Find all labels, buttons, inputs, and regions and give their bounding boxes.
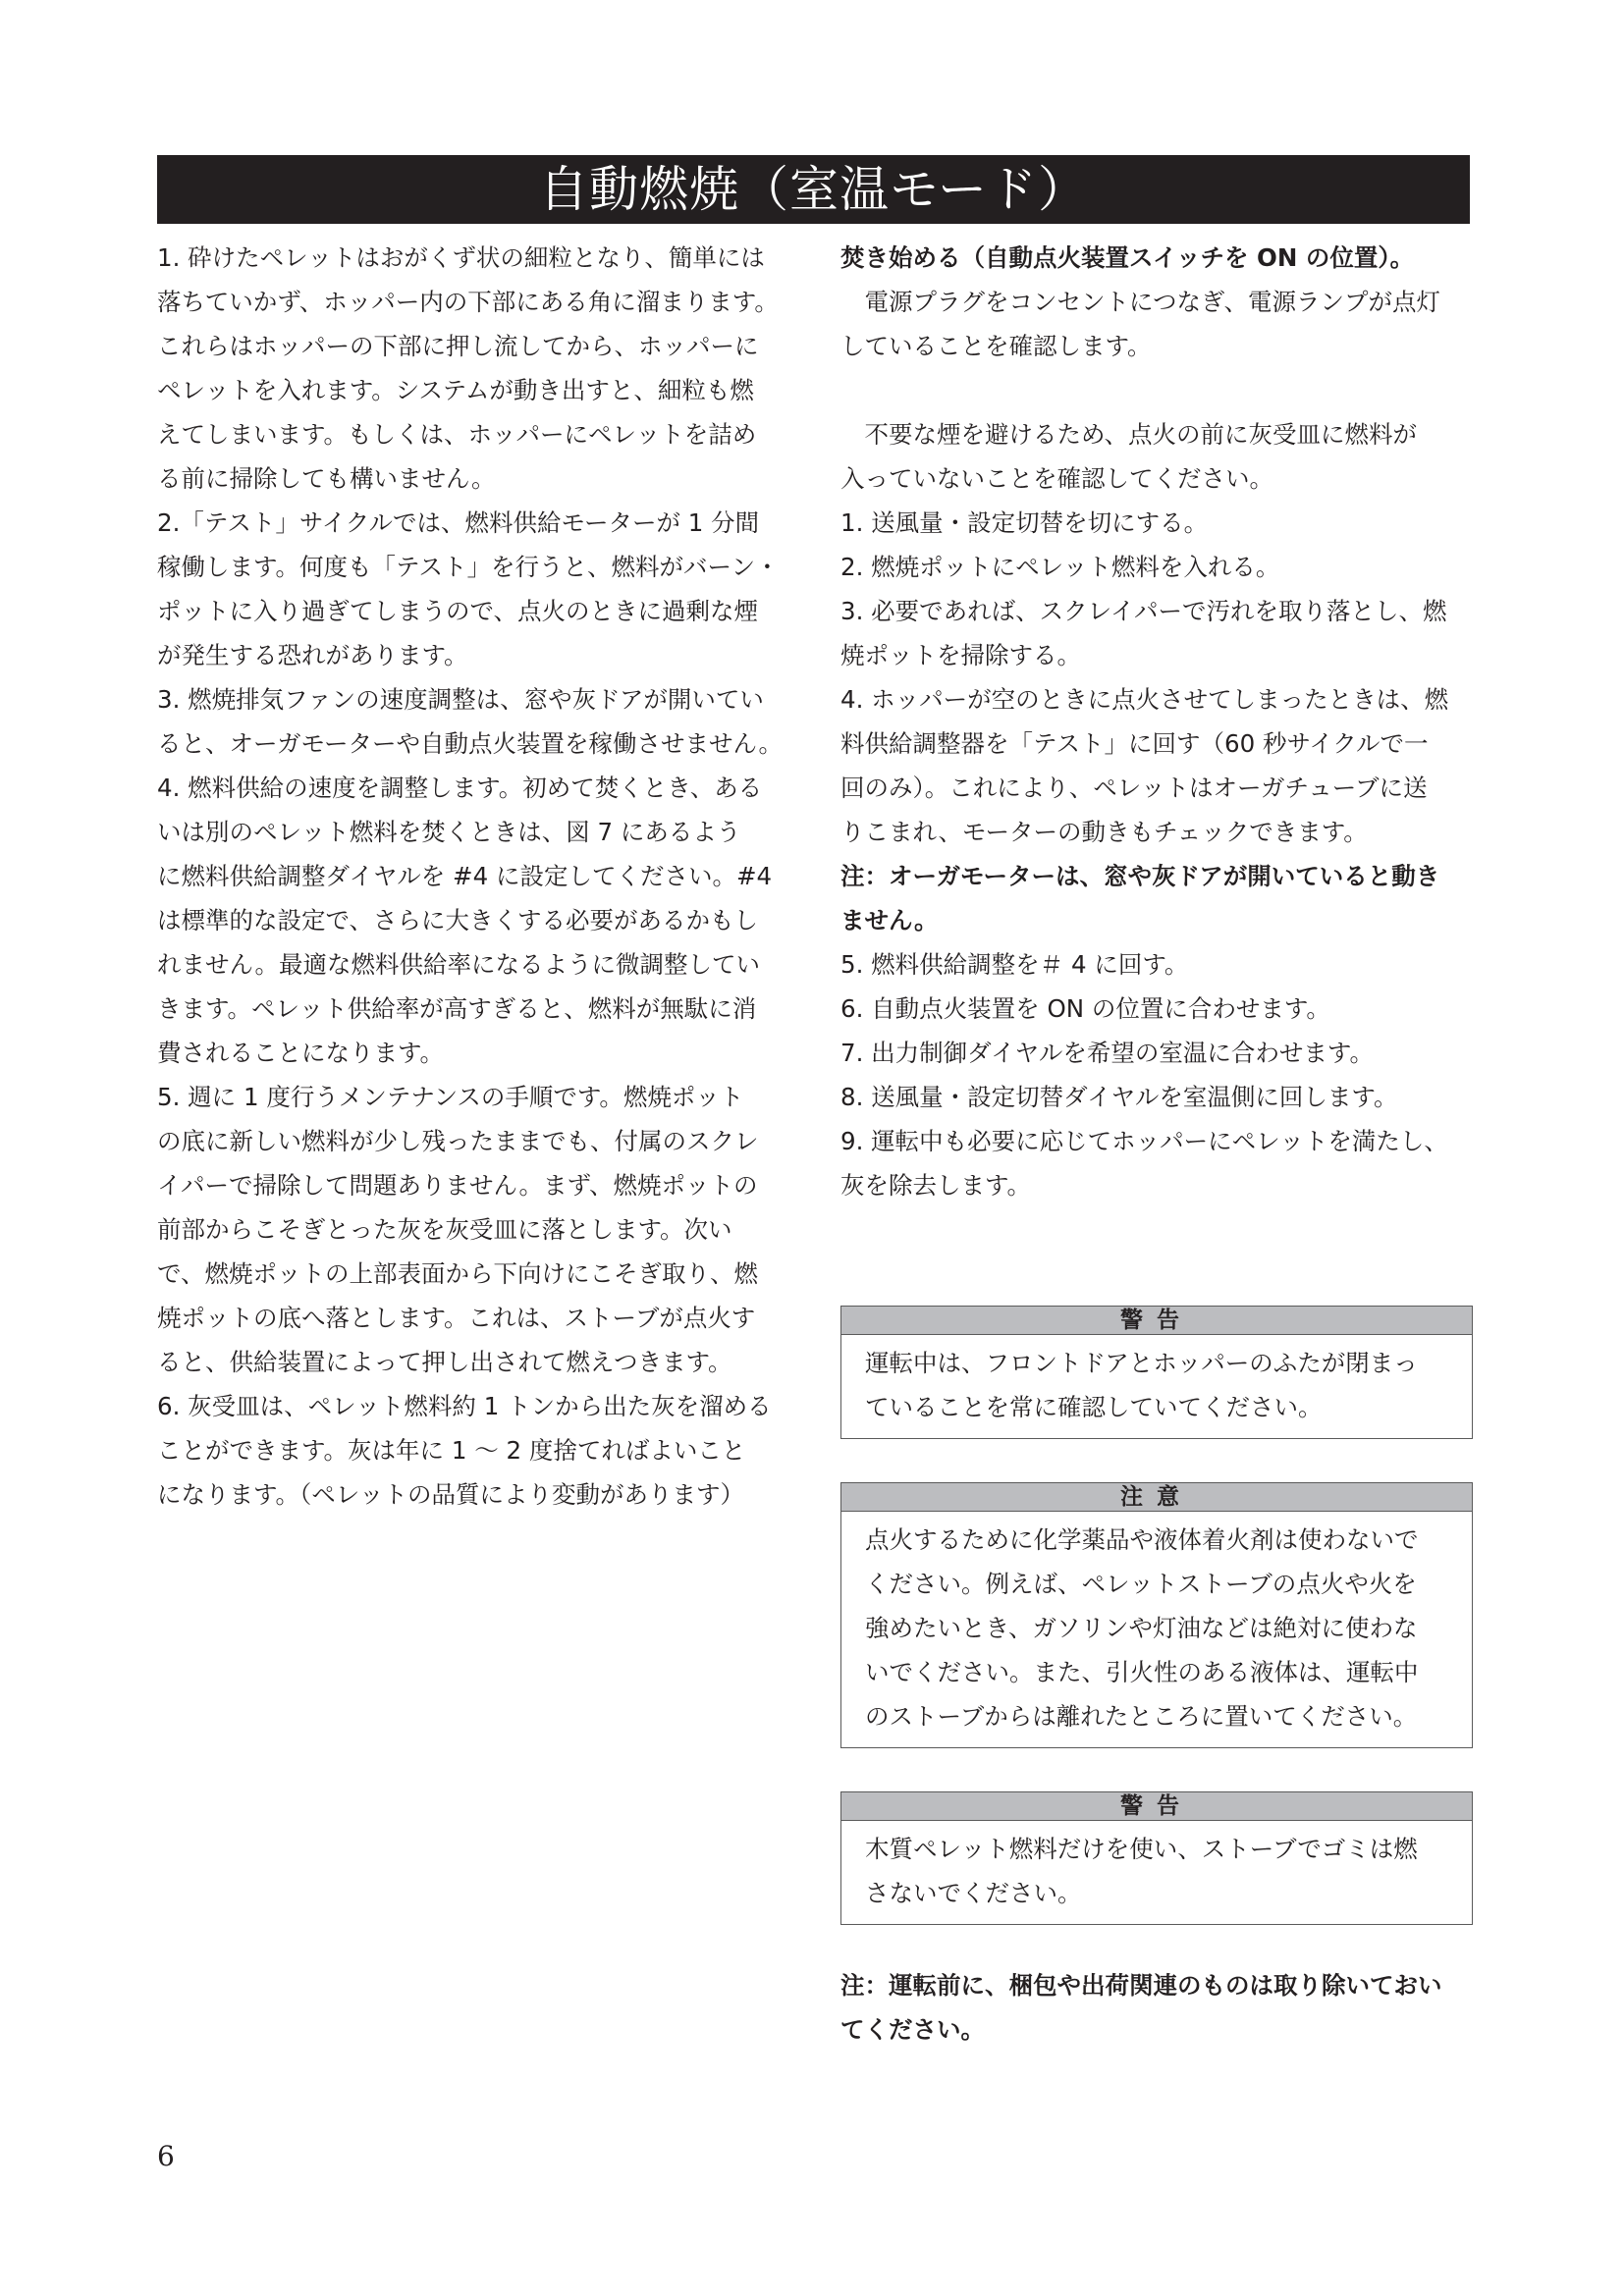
text-line: いは別のペレット燃料を焚くときは、図 7 にあるよう bbox=[157, 818, 741, 846]
right-column-text bbox=[840, 236, 1475, 1207]
text-line: さないでください。 bbox=[865, 1879, 1082, 1907]
text-line: 4. 燃料供給の速度を調整します。初めて焚くとき、ある bbox=[157, 774, 763, 802]
text-line: 3. 燃焼排気ファンの速度調整は、窓や灰ドアが開いてい bbox=[157, 685, 764, 714]
text-line: 運転中は、フロントドアとホッパーのふたが閉まっ bbox=[865, 1349, 1418, 1377]
step-line: 料供給調整器を「テスト」に回す（60 秒サイクルで一 bbox=[840, 729, 1429, 758]
text-line: ことができます。灰は年に 1 ～ 2 度捨てればよいこと bbox=[157, 1436, 746, 1465]
text-line: これらはホッパーの下部に押し流してから、ホッパーに bbox=[157, 332, 759, 360]
text-line: 落ちていかず、ホッパー内の下部にある角に溜まります。 bbox=[157, 288, 779, 316]
footer-note bbox=[840, 1963, 1475, 2052]
text-line: で、燃焼ポットの上部表面から下向けにこそぎ取り、燃 bbox=[157, 1259, 759, 1288]
step-line: 9. 運転中も必要に応じてホッパーにペレットを満たし、 bbox=[840, 1127, 1448, 1155]
paragraph-gap bbox=[840, 368, 1475, 412]
step-line: 回のみ）。これにより、ペレットはオーガチューブに送 bbox=[840, 774, 1428, 802]
text-line: が発生する恐れがあります。 bbox=[157, 641, 468, 669]
warning-box-body bbox=[841, 1821, 1472, 1924]
caution-box-header: 注意 bbox=[841, 1483, 1472, 1512]
text-line: 入っていないことを確認してください。 bbox=[840, 464, 1273, 493]
step-line: 4. ホッパーが空のときに点火させてしまったときは、燃 bbox=[840, 685, 1449, 714]
step-line: 5. 燃料供給調整を＃ 4 に回す。 bbox=[840, 950, 1189, 979]
text-line: 稼働します。何度も「テスト」を行うと、燃料がバーン・ bbox=[157, 553, 780, 581]
step-line: りこまれ、モーターの動きもチェックできます。 bbox=[840, 818, 1368, 846]
warning-box-body bbox=[841, 1335, 1472, 1438]
text-line: に燃料供給調整ダイヤルを #4 に設定してください。#4 bbox=[157, 862, 773, 890]
caution-box-body bbox=[841, 1512, 1472, 1747]
text-line: 強めたいとき、ガソリンや灯油などは絶対に使わな bbox=[865, 1614, 1418, 1642]
step-line: 焼ポットを掃除する。 bbox=[840, 641, 1081, 669]
note-line: 注：オーガモーターは、窓や灰ドアが開いていると動き bbox=[840, 862, 1440, 890]
text-line: 5. 週に 1 度行うメンテナンスの手順です。燃焼ポット bbox=[157, 1083, 744, 1111]
text-line: 2.「テスト」サイクルでは、燃料供給モーターが 1 分間 bbox=[157, 508, 760, 537]
text-line: いでください。また、引火性のある液体は、運転中 bbox=[865, 1658, 1419, 1686]
step-line: 1. 送風量・設定切替を切にする。 bbox=[840, 508, 1209, 537]
step-line: 2. 燃焼ポットにペレット燃料を入れる。 bbox=[840, 553, 1280, 581]
text-line: ると、供給装置によって押し出されて燃えつきます。 bbox=[157, 1348, 732, 1376]
step-line: 6. 自動点火装置を ON の位置に合わせます。 bbox=[840, 994, 1330, 1023]
step-line: 3. 必要であれば、スクレイパーで汚れを取り落とし、燃 bbox=[840, 597, 1447, 625]
warning-box bbox=[840, 1306, 1473, 1439]
text-line: 前部からこそぎとった灰を灰受皿に落とします。次い bbox=[157, 1215, 732, 1244]
text-line: えてしまいます。もしくは、ホッパーにペレットを詰め bbox=[157, 420, 757, 449]
text-line: 電源プラグをコンセントにつなぎ、電源ランプが点灯 bbox=[864, 288, 1441, 316]
text-line: れません。最適な燃料供給率になるように微調整してい bbox=[157, 950, 760, 979]
note-line: ません。 bbox=[840, 906, 939, 934]
page-number: 6 bbox=[157, 2140, 175, 2172]
text-line: の底に新しい燃料が少し残ったままでも、付属のスクレ bbox=[157, 1127, 759, 1155]
text-line: のストーブからは離れたところに置いてください。 bbox=[865, 1702, 1418, 1731]
step-line: 7. 出力制御ダイヤルを希望の室温に合わせます。 bbox=[840, 1039, 1374, 1067]
text-line: 点火するために化学薬品や液体着火剤は使わないで bbox=[865, 1525, 1419, 1554]
warning-box-header: 警告 bbox=[841, 1307, 1472, 1335]
left-column-text bbox=[157, 236, 795, 1517]
text-line: 焼ポットの底へ落とします。これは、ストーブが点火す bbox=[157, 1304, 756, 1332]
text-line: 6. 灰受皿は、ペレット燃料約 1 トンから出た灰を溜める bbox=[157, 1392, 772, 1420]
text-line: は標準的な設定で、さらに大きくする必要があるかもし bbox=[157, 906, 759, 934]
text-line: 費されることになります。 bbox=[157, 1039, 445, 1067]
note-line: てください。 bbox=[840, 2015, 985, 2044]
text-line: イパーで掃除して問題ありません。まず、燃焼ポットの bbox=[157, 1171, 758, 1200]
text-line: ペレットを入れます。システムが動き出すと、細粒も燃 bbox=[157, 376, 754, 404]
note-line: 注：運転前に、梱包や出荷関連のものは取り除いておい bbox=[840, 1971, 1442, 2000]
warning-box bbox=[840, 1791, 1473, 1925]
caution-box bbox=[840, 1482, 1473, 1748]
section-heading: 焚き始める（自動点火装置スイッチを ON の位置）。 bbox=[840, 243, 1415, 272]
step-line: 灰を除去します。 bbox=[840, 1171, 1032, 1200]
step-line: 8. 送風量・設定切替ダイヤルを室温側に回します。 bbox=[840, 1083, 1398, 1111]
text-line: ポットに入り過ぎてしまうので、点火のときに過剰な煙 bbox=[157, 597, 759, 625]
text-line: していることを確認します。 bbox=[840, 332, 1152, 360]
text-line: 1. 砕けたペレットはおがくず状の細粒となり、簡単には bbox=[157, 243, 765, 272]
text-line: ると、オーガモーターや自動点火装置を稼働させません。 bbox=[157, 729, 783, 758]
page-title: 自動燃焼（室温モード） bbox=[157, 155, 1470, 224]
text-line: 木質ペレット燃料だけを使い、ストーブでゴミは燃 bbox=[865, 1835, 1418, 1863]
text-line: 不要な煙を避けるため、点火の前に灰受皿に燃料が bbox=[864, 420, 1418, 449]
text-line: ください。例えば、ペレットストーブの点火や火を bbox=[865, 1570, 1417, 1598]
text-line: きます。ペレット供給率が高すぎると、燃料が無駄に消 bbox=[157, 994, 757, 1023]
text-line: る前に掃除しても構いません。 bbox=[157, 464, 496, 493]
warning-box-header: 警告 bbox=[841, 1792, 1472, 1821]
text-line: になります。（ペレットの品質により変動があります） bbox=[157, 1480, 745, 1509]
text-line: ていることを常に確認していてください。 bbox=[865, 1393, 1323, 1421]
